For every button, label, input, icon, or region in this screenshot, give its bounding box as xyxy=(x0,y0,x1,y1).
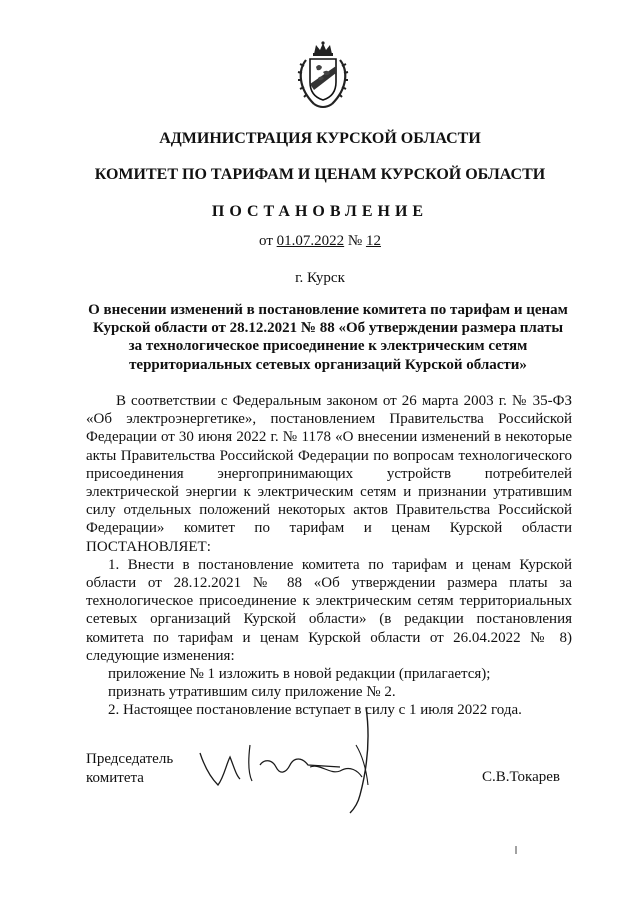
preamble-line: Федерации от 30 июня 2022 г. № 1178 «О внесении изменений в некоторые xyxy=(86,429,572,446)
resolves-keyword: ПОСТАНОВЛЯЕТ: xyxy=(86,538,211,555)
scan-artifact-mark xyxy=(513,846,519,854)
subject-line: О внесении изменений в постановление комитета по тарифам и ценам xyxy=(88,302,568,318)
city: г. Курск xyxy=(295,270,345,286)
signatory-name: С.В.Токарев xyxy=(482,769,561,785)
item1-line: комитета по тарифам и ценам Курской области от 26.04.2022 № 8) xyxy=(86,629,572,646)
handwritten-signature xyxy=(190,705,400,815)
organization-name: АДМИНИСТРАЦИЯ КУРСКОЙ ОБЛАСТИ xyxy=(159,130,481,147)
document-number: 12 xyxy=(365,233,381,249)
position-line: комитета xyxy=(86,769,144,786)
item1-line: сетевых организаций Курской области» (в редакции постановления xyxy=(86,611,572,628)
document-type: ПОСТАНОВЛЕНИЕ xyxy=(211,203,429,220)
preamble-line: электрической энергии к электрическим сетям и признании утратившим xyxy=(86,484,572,501)
item1-line: технологическое присоединение к электрическим сетям территориальных xyxy=(86,593,572,610)
preamble-line: В соответствии с Федеральным законом от 26 марта 2003 г. № 35-ФЗ xyxy=(116,393,572,409)
preamble-line: «Об электроэнергетике», постановлением Правительства Российской xyxy=(86,411,572,428)
coat-of-arms-emblem xyxy=(292,40,354,112)
position-line: Председатель xyxy=(86,751,174,767)
signatory-position xyxy=(86,750,173,787)
preamble-line: Федерации» комитет по тарифам и ценам Курской области xyxy=(86,520,572,537)
preamble-line: силу отдельных положений некоторых актов Правительства Российской xyxy=(86,502,572,519)
item1-line: 1. Внести в постановление комитета по тарифам и ценам Курской xyxy=(108,556,572,573)
number-sign: № xyxy=(347,233,363,249)
preamble-line: присоединения энергопринимающих устройств потребителей xyxy=(86,465,572,482)
date-prefix: от xyxy=(259,233,273,249)
item1-subitem: признать утратившим силу приложение № 2. xyxy=(108,684,396,701)
document-body xyxy=(86,392,572,720)
preamble-line: акты Правительства Российской Федерации по вопросам технологического xyxy=(86,447,572,464)
item1-line: области от 28.12.2021 № 88 «Об утверждении размера платы за xyxy=(86,575,572,592)
subject-line: за технологическое присоединение к электрическим сетям xyxy=(128,338,528,355)
item1-line: следующие изменения: xyxy=(86,647,235,664)
date-number-line xyxy=(0,233,640,250)
item2-text: 2. Настоящее постановление вступает в силу с 1 июля 2022 года. xyxy=(108,702,522,719)
document-date: 01.07.2022 xyxy=(276,233,345,249)
subject-line: территориальных сетевых организаций Курской области» xyxy=(129,356,527,373)
committee-name: КОМИТЕТ ПО ТАРИФАМ И ЦЕНАМ КУРСКОЙ ОБЛАСТИ xyxy=(94,166,546,183)
item1-subitem: приложение № 1 изложить в новой редакции (прилагается); xyxy=(108,666,491,683)
document-subject xyxy=(84,301,572,374)
subject-line: Курской области от 28.12.2021 № 88 «Об утверждении размера платы xyxy=(92,320,564,337)
